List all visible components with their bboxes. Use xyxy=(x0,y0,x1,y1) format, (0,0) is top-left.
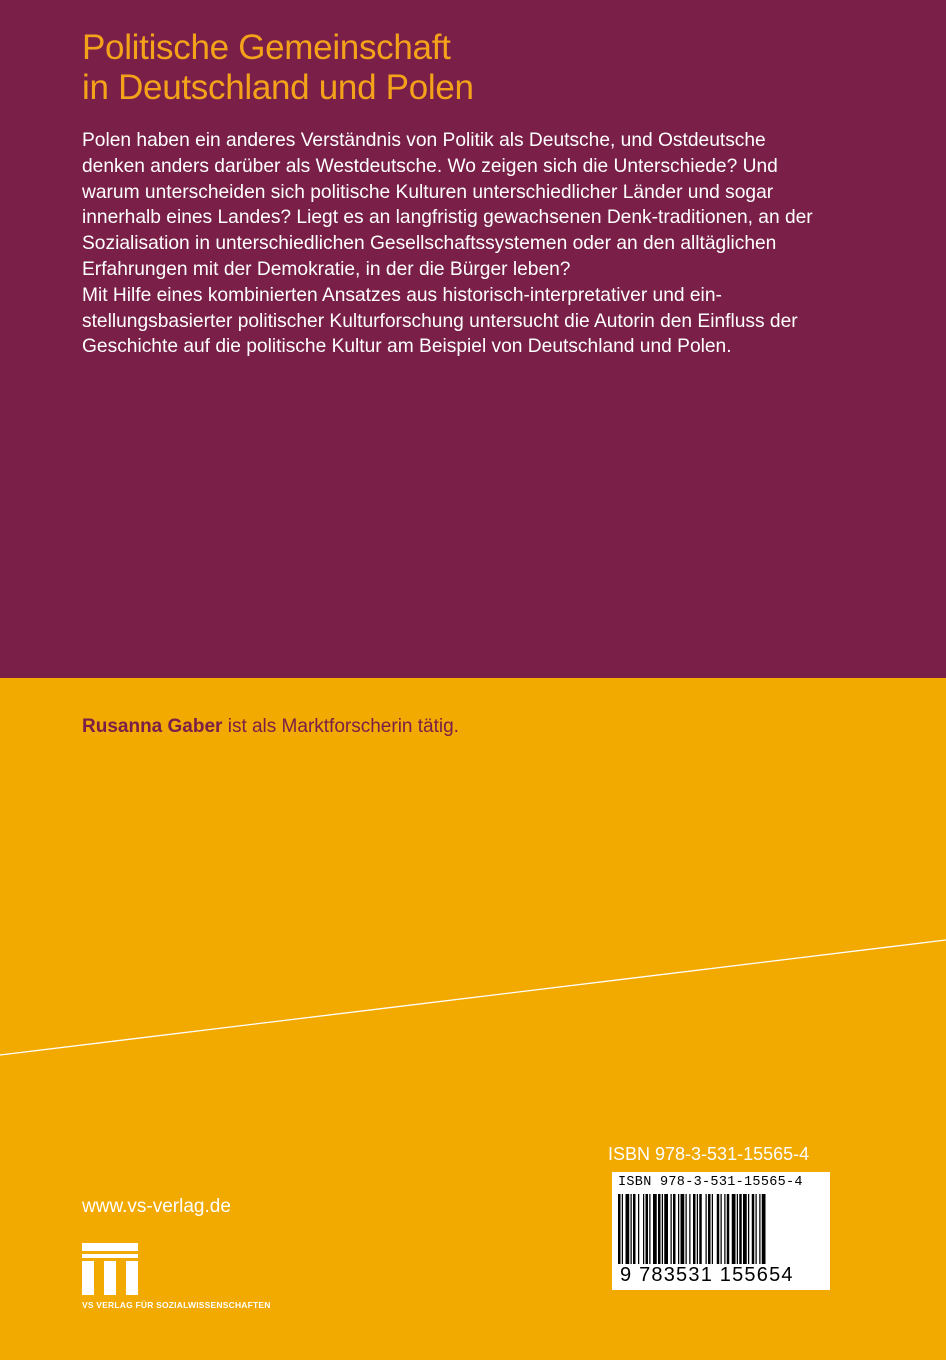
barcode-bar xyxy=(712,1194,713,1264)
barcode-bar xyxy=(743,1194,747,1264)
barcode-bar xyxy=(658,1194,661,1264)
barcode-bar xyxy=(732,1194,736,1264)
barcode-bar xyxy=(631,1194,632,1264)
barcode-bar xyxy=(633,1194,636,1264)
barcode-bar xyxy=(708,1194,711,1264)
barcode-bar xyxy=(739,1194,742,1264)
barcode-bar xyxy=(638,1194,639,1264)
barcode-bar xyxy=(673,1194,676,1264)
author-info xyxy=(82,714,459,740)
barcode-bar xyxy=(752,1194,755,1264)
title-line-1: Politische Gemeinschaft xyxy=(82,28,451,67)
barcode-bar xyxy=(727,1194,730,1264)
barcode-bar xyxy=(664,1194,668,1264)
title-line-2: in Deutschland und Polen xyxy=(82,68,474,107)
barcode-bar xyxy=(693,1194,696,1264)
author-bio: ist als Marktforscherin tätig. xyxy=(222,716,459,737)
isbn-label: ISBN 978-3-531-15565-4 xyxy=(608,1144,810,1164)
barcode-bar xyxy=(649,1194,650,1264)
author-name: Rusanna Gaber xyxy=(82,716,223,737)
barcode-isbn-text: ISBN 978-3-531-15565-4 xyxy=(618,1175,803,1190)
barcode-bar xyxy=(756,1194,757,1264)
barcode-bar xyxy=(721,1194,722,1264)
blurb xyxy=(82,128,822,360)
barcode-bar xyxy=(759,1194,760,1264)
barcode xyxy=(612,1172,830,1290)
barcode-bar xyxy=(699,1194,702,1264)
barcode-bar xyxy=(678,1194,679,1264)
barcode-bar xyxy=(618,1194,621,1264)
vs-verlag-logo-icon xyxy=(82,1243,138,1295)
barcode-bars xyxy=(616,1194,826,1264)
barcode-bar xyxy=(724,1194,725,1264)
book-title xyxy=(82,28,474,108)
barcode-bar xyxy=(686,1194,687,1264)
barcode-bar xyxy=(662,1194,663,1264)
top-band xyxy=(0,0,946,678)
barcode-bar xyxy=(653,1194,657,1264)
barcode-bar xyxy=(622,1194,623,1264)
publisher-url[interactable]: www.vs-verlag.de xyxy=(82,1196,231,1217)
barcode-bar xyxy=(671,1194,672,1264)
barcode-bar xyxy=(643,1194,644,1264)
barcode-bar xyxy=(717,1194,720,1264)
barcode-bar xyxy=(706,1194,707,1264)
blurb-paragraph-1: Polen haben ein anderes Verständnis von Politik als Deutsche, und Ostdeutsche denken anders darüber als Westdeutsche. Wo zeigen sich die Unterschiede? Und warum unterscheiden sich politische Kulturen unterschiedlicher Länder und sogar innerhalb eines Landes? Liegt es an langfristig gewachsenen Denk-traditionen, an der Sozialisation in unterschiedlichen Gesellschaftssystemen oder an den alltäglichen Erfahrungen mit der Demokratie, in der die Bürger leben? xyxy=(82,130,813,280)
barcode-bar xyxy=(681,1194,685,1264)
barcode-bar xyxy=(626,1194,630,1264)
barcode-bar xyxy=(689,1194,690,1264)
barcode-bar xyxy=(762,1194,766,1264)
publisher-name: VS VERLAG FÜR SOZIALWISSENSCHAFTEN xyxy=(82,1300,271,1310)
blurb-paragraph-2: Mit Hilfe eines kombinierten Ansatzes aus historisch-interpretativer und ein-stellungsbasierter politischer Kulturforschung untersucht die Autorin den Einfluss der Geschichte auf die politische Kultur am Beispiel von Deutschland und Polen. xyxy=(82,284,798,358)
barcode-number: 9 783531 155654 xyxy=(620,1264,794,1286)
barcode-bar xyxy=(748,1194,749,1264)
barcode-bar xyxy=(646,1194,649,1264)
barcode-bar xyxy=(737,1194,738,1264)
barcode-bar xyxy=(697,1194,698,1264)
